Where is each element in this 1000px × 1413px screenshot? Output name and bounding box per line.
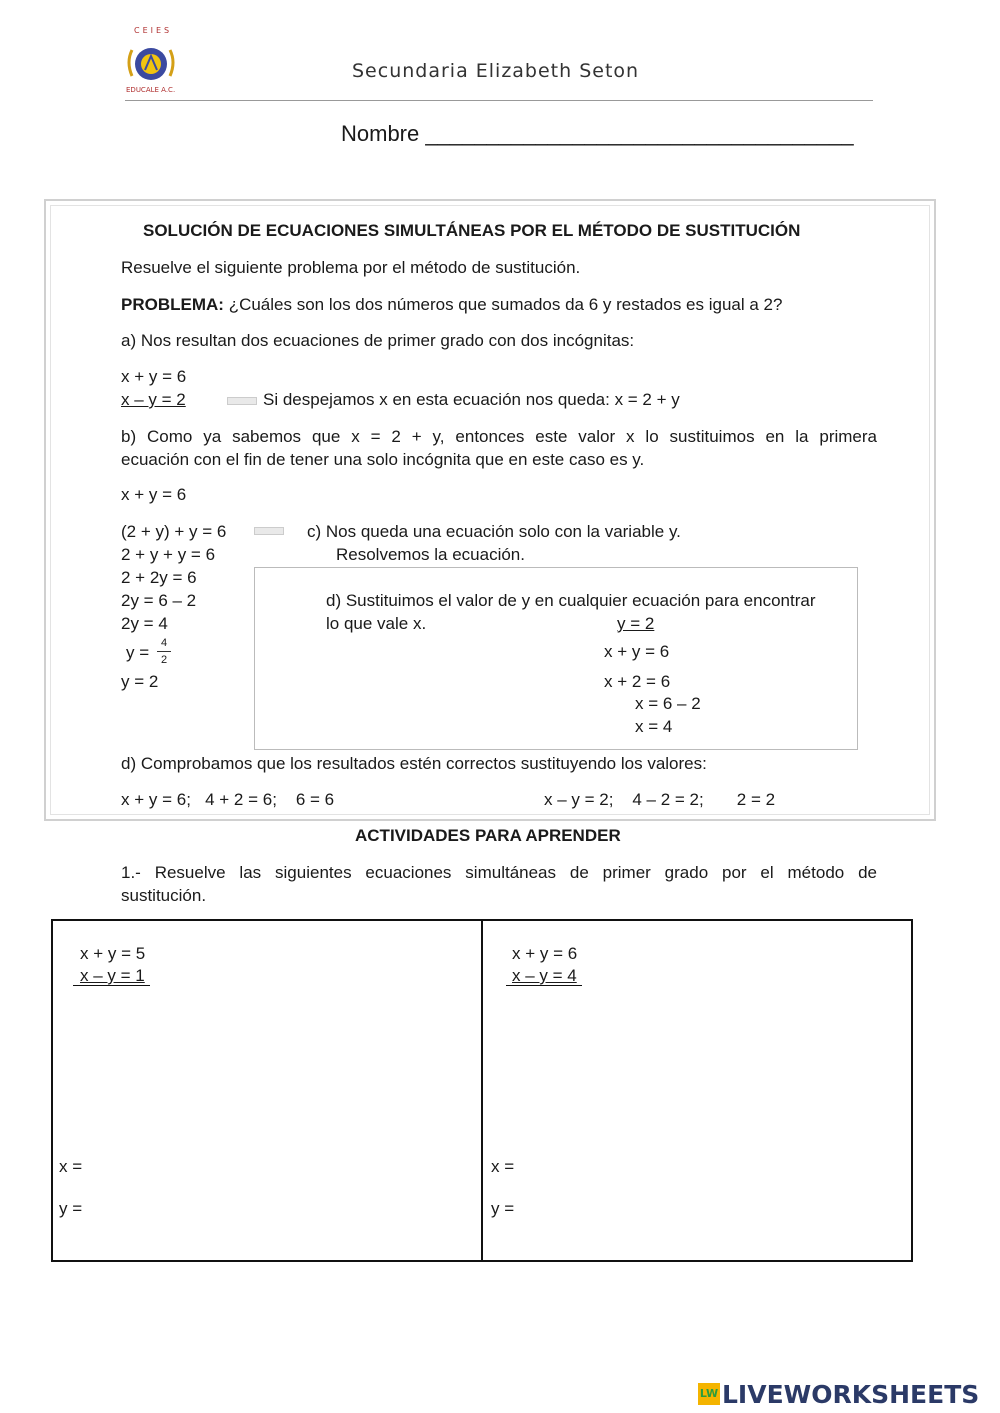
right-eq1: x + y = 6	[512, 944, 578, 963]
problem	[121, 295, 782, 315]
problem-label: PROBLEMA:	[121, 295, 224, 314]
logo-top-text: CEIES	[134, 26, 173, 35]
work-step: 2y = 6 – 2	[121, 591, 197, 610]
right-y-label: y =	[491, 1199, 515, 1218]
fraction-denominator: 2	[160, 654, 168, 666]
y-result: y = 2	[121, 672, 159, 691]
fraction-bar	[157, 651, 171, 652]
arrow-icon	[254, 527, 284, 535]
name-blank[interactable]: ___________________________________	[425, 121, 854, 146]
left-x-label: x =	[59, 1157, 83, 1176]
step-d-line2: lo que vale x.	[326, 614, 427, 633]
step-c-line2: Resolvemos la ecuación.	[336, 545, 525, 564]
work-step: 2 + 2y = 6	[121, 568, 197, 587]
work-step: (2 + y) + y = 6	[121, 522, 227, 541]
name-label: Nombre	[341, 121, 420, 146]
step-a: a) Nos resultan dos ecuaciones de primer grado con dos incógnitas:	[121, 331, 635, 350]
activities-title: ACTIVIDADES PARA APRENDER	[355, 826, 621, 845]
brand-badge-icon: LW	[698, 1383, 720, 1405]
d-work-step: x + 2 = 6	[604, 672, 671, 691]
liveworksheets-logo	[698, 1380, 979, 1408]
right-answer-area[interactable]	[487, 995, 907, 1145]
exercise-grid-divider	[481, 919, 483, 1262]
equation-1: x + y = 6	[121, 367, 187, 386]
d-work-step: x + y = 6	[604, 642, 670, 661]
despeje-text: Si despejamos x en esta ecuación nos queda: x = 2 + y	[263, 390, 680, 409]
check-intro: d) Comprobamos que los resultados estén correctos sustituyendo los valores:	[121, 754, 707, 773]
left-eq1: x + y = 5	[80, 944, 146, 963]
work-step: 2y = 4	[121, 614, 168, 633]
work-step: 2 + y + y = 6	[121, 545, 216, 564]
brand-text: LIVEWORKSHEETS	[722, 1379, 980, 1409]
right-eq2: x – y = 4	[512, 966, 577, 985]
lesson-intro: Resuelve el siguiente problema por el método de sustitución.	[121, 258, 581, 277]
y-fraction-prefix: y =	[126, 643, 150, 662]
equation-b: x + y = 6	[121, 485, 187, 504]
d-work-step: x = 6 – 2	[635, 694, 701, 713]
problem-text: ¿Cuáles son los dos números que sumados da 6 y restados es igual a 2?	[228, 295, 783, 314]
equation-2: x – y = 2	[121, 390, 186, 409]
step-b-line1: b) Como ya sabemos que x = 2 + y, entonces este valor x lo sustituimos en la primera	[121, 427, 877, 446]
arrow-icon	[227, 397, 257, 405]
d-work-step: x = 4	[635, 717, 673, 736]
left-answer-area[interactable]	[55, 995, 475, 1145]
check-left: x + y = 6; 4 + 2 = 6; 6 = 6	[121, 790, 335, 809]
logo-bottom-text: EDUCALE A.C.	[126, 86, 176, 94]
left-eq2: x – y = 1	[80, 966, 145, 985]
header-divider	[125, 100, 873, 101]
school-logo	[120, 24, 182, 100]
d-y-value: y = 2	[617, 614, 655, 633]
left-eq-underline	[73, 985, 150, 986]
left-y-label: y =	[59, 1199, 83, 1218]
step-c-line1: c) Nos queda una ecuación solo con la variable y.	[307, 522, 681, 541]
activities-instr-line2: sustitución.	[121, 886, 207, 905]
right-x-label: x =	[491, 1157, 515, 1176]
school-name: Secundaria Elizabeth Seton	[352, 60, 640, 82]
check-right: x – y = 2; 4 – 2 = 2; 2 = 2	[544, 790, 776, 809]
lesson-title: SOLUCIÓN DE ECUACIONES SIMULTÁNEAS POR EL MÉTODO DE SUSTITUCIÓN	[143, 221, 801, 240]
name-field[interactable]	[341, 121, 854, 147]
activities-instr-line1: 1.- Resuelve las siguientes ecuaciones simultáneas de primer grado por el método de	[121, 863, 877, 882]
right-eq-underline	[506, 985, 582, 986]
step-d-line1: d) Sustituimos el valor de y en cualquier ecuación para encontrar	[326, 591, 816, 610]
fraction-numerator: 4	[160, 637, 168, 649]
step-b-line2: ecuación con el fin de tener una solo incógnita que en este caso es y.	[121, 450, 645, 469]
